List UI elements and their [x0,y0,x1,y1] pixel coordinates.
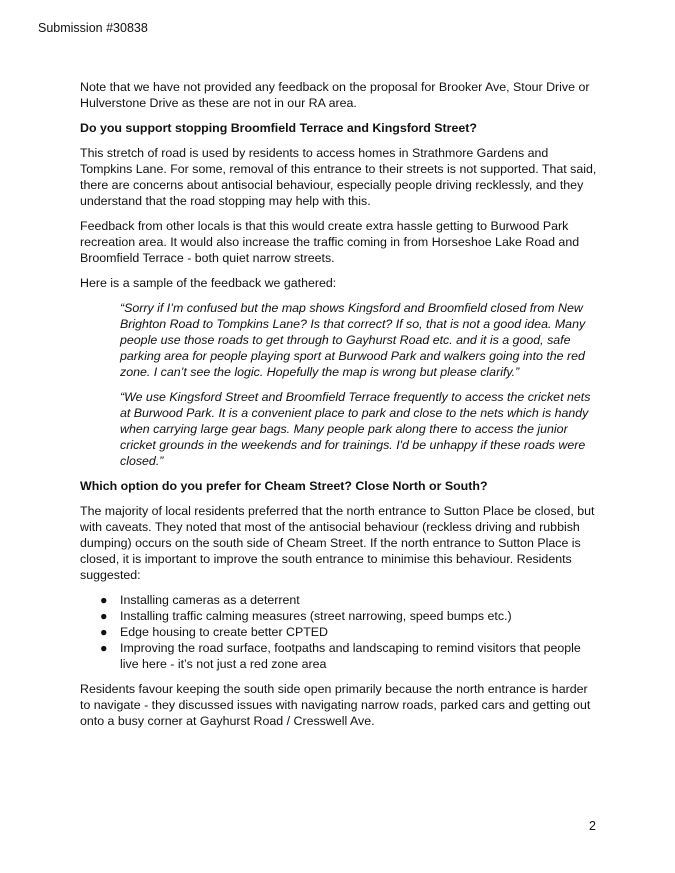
quote-feedback-2: “We use Kingsford Street and Broomfield Terrace frequently to access the cricket nets at Burwood Park. It is a convenient place to park and close to the nets which is handy when carrying large gear bags. Many people park along there to access the junior cricket grounds in the weekends and for trainings. I'd be unhappy if these roads were closed.” [120,390,591,468]
list-item [80,640,600,672]
paragraph-south-side: Residents favour keeping the south side open primarily because the north entrance is harder to navigate - they discussed issues with navigating narrow roads, parked cars and getting out onto a busy corner at Gayhurst Road / Cresswell Ave. [80,682,591,728]
bullet-icon: ● [100,641,108,655]
paragraph-sample-intro: Here is a sample of the feedback we gathered: [80,276,337,290]
page-number: 2 [589,819,596,833]
list-item-text: Improving the road surface, footpaths and landscaping to remind visitors that people live here - it’s not just a red zone area [120,641,581,671]
submission-header: Submission #30838 [38,21,148,35]
bullet-icon: ● [100,593,108,607]
question-heading-cheam: Which option do you prefer for Cheam Street? Close North or South? [80,479,488,493]
quote-feedback-1: “Sorry if I’m confused but the map shows Kingsford and Broomfield closed from New Brighton Road to Tompkins Lane? Is that correct? If so, that is not a good idea. Many people use those roads to get through to Gayhurst Road etc. and it is a good, safe parking area for people playing sport at Burwood Park and walkers going into the red zone. I can’t see the logic. Hopefully the map is wrong but please clarify.” [120,301,586,379]
bullet-icon: ● [100,625,108,639]
suggestions-list [80,592,600,672]
list-item-text: Installing traffic calming measures (street narrowing, speed bumps etc.) [120,609,512,623]
list-item-text: Edge housing to create better CPTED [120,625,329,639]
list-item [80,624,600,640]
bullet-icon: ● [100,609,108,623]
list-item [80,592,600,608]
question-heading-broomfield: Do you support stopping Broomfield Terrace and Kingsford Street? [80,121,477,135]
intro-paragraph: Note that we have not provided any feedback on the proposal for Brooker Ave, Stour Drive or Hulverstone Drive as these are not in our RA area. [80,80,590,110]
paragraph-feedback: Feedback from other locals is that this would create extra hassle getting to Burwood Park recreation area. It would also increase the traffic coming in from Horseshoe Lake Road and Broomfield Terrace - both quiet narrow streets. [80,219,580,265]
paragraph-majority: The majority of local residents preferred that the north entrance to Sutton Place be closed, but with caveats. They noted that most of the antisocial behaviour (reckless driving and rubbish dumping) occurs on the south side of Cheam Street. If the north entrance to Sutton Place is closed, it is important to improve the south entrance to minimise this behaviour. Residents suggested: [80,504,595,582]
list-item [80,608,600,624]
list-item-text: Installing cameras as a deterrent [120,593,300,607]
document-body [80,79,600,738]
paragraph-access: This stretch of road is used by residents to access homes in Strathmore Gardens and Tompkins Lane. For some, removal of this entrance to their streets is not supported. That said, there are concerns about antisocial behaviour, especially people driving recklessly, and they understand that the road stopping may help with this. [80,146,597,208]
